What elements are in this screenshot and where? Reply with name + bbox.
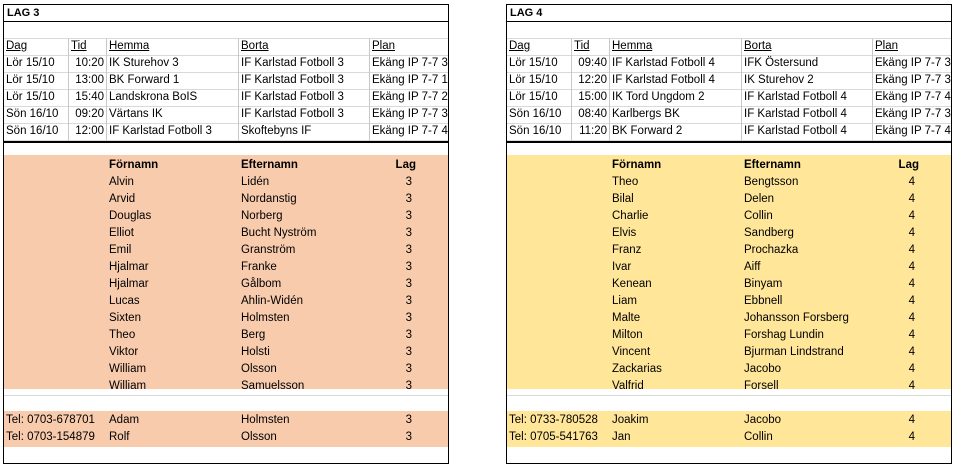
player-lastname[interactable]: Lidén [241, 176, 270, 188]
roster-header-lag: Lag [395, 159, 416, 171]
player-lastname[interactable]: Berg [241, 329, 266, 341]
team-title: LAG 4 [510, 7, 543, 19]
player-row[interactable] [507, 209, 951, 226]
player-lastname[interactable]: Binyam [744, 278, 783, 290]
match-cell[interactable]: IF Karlstad Fotboll 3 [109, 125, 212, 137]
schedule-header-borta[interactable]: Borta [744, 40, 772, 52]
player-row[interactable] [507, 294, 951, 311]
match-cell[interactable]: IK Sturehov 3 [109, 57, 179, 69]
match-cell[interactable]: 15:00 [578, 91, 607, 103]
player-row[interactable] [4, 277, 448, 294]
roster-header-efternamn: Efternamn [744, 159, 801, 171]
player-team[interactable]: 3 [405, 363, 412, 375]
player-firstname[interactable]: Bilal [612, 193, 634, 205]
player-team[interactable]: 3 [405, 227, 412, 239]
player-team[interactable]: 4 [908, 261, 915, 273]
player-firstname[interactable]: Milton [612, 329, 643, 341]
player-team[interactable]: 3 [405, 261, 412, 273]
title-underline [4, 21, 448, 22]
player-row[interactable] [507, 328, 951, 345]
column-gridline [872, 39, 873, 141]
player-firstname[interactable]: Ivar [612, 261, 632, 273]
match-cell[interactable]: Ekäng IP 7-7 2 [372, 91, 448, 103]
player-team[interactable]: 4 [908, 380, 915, 392]
player-row[interactable] [4, 345, 448, 362]
match-cell[interactable]: Sön 16/10 [6, 108, 59, 120]
player-row[interactable] [507, 226, 951, 243]
player-row[interactable] [4, 294, 448, 311]
contact-phone[interactable]: Tel: 0703-678701 [6, 414, 95, 426]
player-firstname[interactable]: Hjalmar [109, 261, 149, 273]
match-cell[interactable]: 09:20 [75, 108, 104, 120]
match-cell[interactable]: Lör 15/10 [509, 74, 558, 86]
player-firstname[interactable]: Alvin [109, 176, 134, 188]
match-cell[interactable]: 11:20 [579, 125, 607, 137]
lag3-panel [3, 4, 449, 464]
player-row[interactable] [4, 209, 448, 226]
player-lastname[interactable]: Norberg [241, 210, 283, 222]
match-cell[interactable]: Sön 16/10 [509, 108, 562, 120]
schedule-header-plan[interactable]: Plan [875, 40, 899, 52]
player-firstname[interactable]: Lucas [109, 295, 140, 307]
schedule-header-hemma[interactable]: Hemma [612, 40, 653, 52]
player-lastname[interactable]: Bucht Nyström [241, 227, 317, 239]
match-cell[interactable]: IF Karlstad Fotboll 3 [241, 74, 344, 86]
match-cell[interactable]: Ekäng IP 7-7 4 [372, 125, 448, 137]
player-firstname[interactable]: Sixten [109, 312, 141, 324]
contact-team[interactable]: 4 [908, 414, 915, 426]
player-team[interactable]: 3 [405, 380, 412, 392]
match-cell[interactable]: IF Karlstad Fotboll 3 [241, 57, 344, 69]
match-cell[interactable]: 15:40 [75, 91, 104, 103]
player-team[interactable]: 3 [405, 312, 412, 324]
match-cell[interactable]: Ekäng IP 7-7 3 [372, 57, 448, 69]
player-lastname[interactable]: Bjurman Lindstrand [744, 346, 844, 358]
match-cell[interactable]: 09:40 [578, 57, 607, 69]
schedule-header-hemma[interactable]: Hemma [109, 40, 150, 52]
player-firstname[interactable]: Theo [612, 176, 639, 188]
schedule-header-tid[interactable]: Tid [71, 40, 87, 52]
contact-team[interactable]: 3 [405, 414, 412, 426]
player-lastname[interactable]: Prochazka [744, 244, 799, 256]
match-cell[interactable]: BK Forward 2 [612, 125, 683, 137]
player-row[interactable] [507, 277, 951, 294]
player-team[interactable]: 4 [908, 176, 915, 188]
player-lastname[interactable]: Ebbnell [744, 295, 783, 307]
match-cell[interactable]: 13:00 [75, 74, 104, 86]
contact-phone[interactable]: Tel: 0733-780528 [509, 414, 598, 426]
match-cell[interactable]: Skoftebyns IF [241, 125, 312, 137]
player-team[interactable]: 4 [908, 244, 915, 256]
player-lastname[interactable]: Aiff [744, 261, 761, 273]
match-cell[interactable]: Sön 16/10 [6, 125, 59, 137]
player-team[interactable]: 4 [908, 329, 915, 341]
player-lastname[interactable]: Delen [744, 193, 775, 205]
player-firstname[interactable]: Hjalmar [109, 278, 149, 290]
match-cell[interactable]: Lör 15/10 [509, 57, 558, 69]
player-lastname[interactable]: Forshag Lundin [744, 329, 824, 341]
roster-header-fornamn: Förnamn [109, 159, 159, 171]
player-row[interactable] [4, 243, 448, 260]
match-cell[interactable]: Lör 15/10 [509, 91, 558, 103]
player-lastname[interactable]: Holsti [241, 346, 270, 358]
match-cell[interactable]: IF Karlstad Fotboll 4 [612, 57, 715, 69]
player-team[interactable]: 3 [405, 295, 412, 307]
player-lastname[interactable]: Bengtsson [744, 176, 799, 188]
match-cell[interactable]: Ekäng IP 7-7 4 [875, 125, 951, 137]
match-cell[interactable]: IF Karlstad Fotboll 4 [612, 74, 715, 86]
schedule-bottom-line [4, 141, 448, 143]
contact-lastname[interactable]: Olsson [241, 431, 277, 443]
player-firstname[interactable]: Emil [109, 244, 132, 256]
player-row[interactable] [4, 226, 448, 243]
player-row[interactable] [4, 362, 448, 379]
match-cell[interactable]: IF Karlstad Fotboll 3 [241, 91, 344, 103]
player-firstname[interactable]: Viktor [109, 346, 139, 358]
lag4-panel [506, 4, 952, 464]
player-lastname[interactable]: Sandberg [744, 227, 794, 239]
schedule-header-borta[interactable]: Borta [241, 40, 269, 52]
player-row[interactable] [507, 175, 951, 192]
match-cell[interactable]: 10:20 [75, 57, 104, 69]
player-firstname[interactable]: Charlie [612, 210, 649, 222]
player-firstname[interactable]: Douglas [109, 210, 152, 222]
player-team[interactable]: 3 [405, 244, 412, 256]
player-team[interactable]: 4 [908, 227, 915, 239]
player-firstname[interactable]: Theo [109, 329, 136, 341]
player-firstname[interactable]: Franz [612, 244, 642, 256]
title-underline [507, 21, 951, 22]
match-cell[interactable]: Ekäng IP 7-7 3 [372, 108, 448, 120]
match-cell[interactable]: Lör 15/10 [6, 57, 55, 69]
player-firstname[interactable]: Kenean [612, 278, 652, 290]
player-firstname[interactable]: Elvis [612, 227, 637, 239]
player-firstname[interactable]: Liam [612, 295, 637, 307]
match-cell[interactable]: 08:40 [578, 108, 607, 120]
match-cell[interactable]: Ekäng IP 7-7 3 [875, 74, 951, 86]
match-cell[interactable]: 12:20 [578, 74, 607, 86]
match-cell[interactable]: IK Tord Ungdom 2 [612, 91, 705, 103]
contact-lastname[interactable]: Jacobo [744, 414, 782, 426]
player-team[interactable]: 3 [405, 210, 412, 222]
player-firstname[interactable]: Valfrid [612, 380, 644, 392]
contact-team[interactable]: 3 [405, 431, 412, 443]
player-row[interactable] [507, 243, 951, 260]
player-row[interactable] [4, 175, 448, 192]
player-firstname[interactable]: Malte [612, 312, 641, 324]
player-team[interactable]: 4 [908, 346, 915, 358]
player-lastname[interactable]: Franke [241, 261, 277, 273]
column-gridline [741, 39, 742, 141]
player-row[interactable] [507, 379, 951, 396]
match-cell[interactable]: Karlbergs BK [612, 108, 680, 120]
match-cell[interactable]: Ekäng IP 7-7 4 [875, 91, 951, 103]
player-lastname[interactable]: Forsell [744, 380, 779, 392]
contact-firstname[interactable]: Jan [612, 431, 631, 443]
player-lastname[interactable]: Holmsten [241, 312, 290, 324]
player-lastname[interactable]: Olsson [241, 363, 277, 375]
column-gridline [609, 39, 610, 141]
player-team[interactable]: 3 [405, 346, 412, 358]
player-firstname[interactable]: Vincent [612, 346, 651, 358]
player-firstname[interactable]: Zackarias [612, 363, 662, 375]
contact-lastname[interactable]: Holmsten [241, 414, 290, 426]
player-lastname[interactable]: Collin [744, 210, 773, 222]
column-gridline [238, 39, 239, 141]
player-lastname[interactable]: Samuelsson [241, 380, 305, 392]
match-cell[interactable]: IFK Östersund [744, 57, 819, 69]
match-cell[interactable]: IF Karlstad Fotboll 4 [744, 108, 847, 120]
player-row[interactable] [507, 192, 951, 209]
match-cell[interactable]: Sön 16/10 [509, 125, 562, 137]
match-cell[interactable]: Lör 15/10 [6, 74, 55, 86]
match-cell[interactable]: IF Karlstad Fotboll 4 [744, 125, 847, 137]
player-row[interactable] [507, 311, 951, 328]
player-team[interactable]: 3 [405, 278, 412, 290]
player-firstname[interactable]: Arvid [109, 193, 136, 205]
player-row[interactable] [507, 362, 951, 379]
player-team[interactable]: 3 [405, 329, 412, 341]
player-team[interactable]: 4 [908, 295, 915, 307]
player-team[interactable]: 4 [908, 312, 915, 324]
schedule-header-plan[interactable]: Plan [372, 40, 396, 52]
contact-firstname[interactable]: Joakim [612, 414, 649, 426]
match-cell[interactable]: BK Forward 1 [109, 74, 180, 86]
player-team[interactable]: 3 [405, 193, 412, 205]
match-cell[interactable]: Landskrona BoIS [109, 91, 198, 103]
match-cell[interactable]: Lör 15/10 [6, 91, 55, 103]
player-team[interactable]: 4 [908, 278, 915, 290]
match-cell[interactable]: Ekäng IP 7-7 3 [875, 57, 951, 69]
player-row[interactable] [507, 345, 951, 362]
player-row[interactable] [4, 311, 448, 328]
player-row[interactable] [4, 328, 448, 345]
team-title: LAG 3 [7, 7, 40, 19]
roster-header-fornamn: Förnamn [612, 159, 662, 171]
player-team[interactable]: 4 [908, 193, 915, 205]
player-row[interactable] [4, 192, 448, 209]
column-gridline [106, 39, 107, 141]
match-cell[interactable]: 12:00 [75, 125, 104, 137]
column-gridline [369, 39, 370, 141]
match-cell[interactable]: IK Sturehov 2 [744, 74, 814, 86]
player-team[interactable]: 4 [908, 363, 915, 375]
player-row[interactable] [4, 260, 448, 277]
match-cell[interactable]: IF Karlstad Fotboll 4 [744, 91, 847, 103]
player-lastname[interactable]: Jacobo [744, 363, 782, 375]
player-lastname[interactable]: Granström [241, 244, 296, 256]
contact-phone[interactable]: Tel: 0703-154879 [6, 431, 95, 443]
schedule-header-dag[interactable]: Dag [6, 40, 28, 52]
schedule-bottom-line [507, 141, 951, 143]
contact-firstname[interactable]: Rolf [109, 431, 130, 443]
match-cell[interactable]: IF Karlstad Fotboll 3 [241, 108, 344, 120]
player-lastname[interactable]: Nordanstig [241, 193, 297, 205]
contact-phone[interactable]: Tel: 0705-541763 [509, 431, 598, 443]
player-firstname[interactable]: Elliot [109, 227, 134, 239]
roster-header-lag: Lag [898, 159, 919, 171]
contact-team[interactable]: 4 [908, 431, 915, 443]
schedule-header-tid[interactable]: Tid [574, 40, 590, 52]
match-cell[interactable]: Ekäng IP 7-7 1 [372, 74, 448, 86]
player-lastname[interactable]: Gålbom [241, 278, 282, 290]
player-firstname[interactable]: William [109, 363, 147, 375]
player-team[interactable]: 3 [405, 176, 412, 188]
player-row[interactable] [4, 379, 448, 396]
player-team[interactable]: 4 [908, 210, 915, 222]
match-cell[interactable]: Värtans IK [109, 108, 163, 120]
player-lastname[interactable]: Ahlin-Widén [241, 295, 303, 307]
player-row[interactable] [507, 260, 951, 277]
roster-header-efternamn: Efternamn [241, 159, 298, 171]
schedule-header-dag[interactable]: Dag [509, 40, 531, 52]
player-lastname[interactable]: Johansson Forsberg [744, 312, 849, 324]
player-firstname[interactable]: William [109, 380, 147, 392]
match-cell[interactable]: Ekäng IP 7-7 3 [875, 108, 951, 120]
contact-lastname[interactable]: Collin [744, 431, 773, 443]
contact-firstname[interactable]: Adam [109, 414, 140, 426]
